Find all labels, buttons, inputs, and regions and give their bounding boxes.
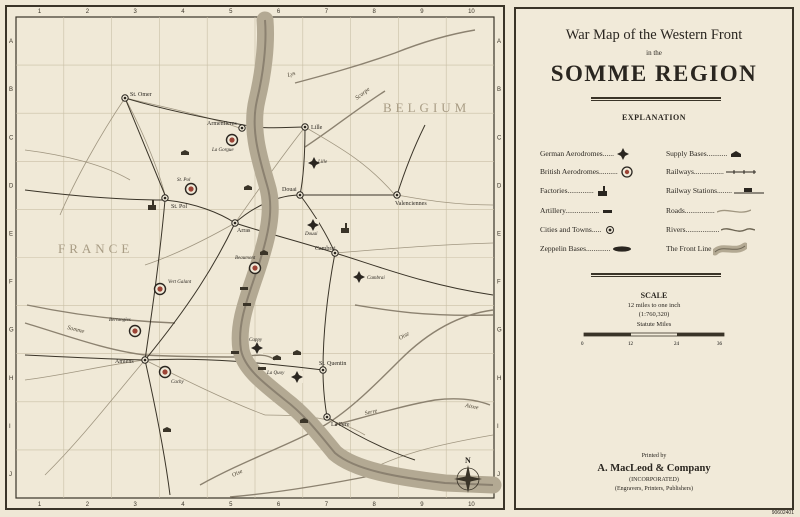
aerodrome-label-cambrai-ger: Cambrai: [367, 276, 385, 281]
grid-row-label: B: [9, 87, 14, 94]
scale-tick: 0: [581, 342, 584, 347]
scale-rule: [591, 273, 721, 277]
legend-item-factories: Factories..............: [540, 184, 610, 198]
legend-item-german-aerodromes: German Aerodromes......: [540, 147, 630, 161]
grid-column-label: 3: [133, 502, 137, 508]
city-label-cambrai: Cambrai: [315, 246, 336, 252]
legend-symbol-icon: [603, 225, 617, 234]
grid-column-label: 2: [85, 502, 90, 508]
grid-column-label: 5: [229, 502, 233, 508]
grid-row-label: F: [9, 279, 13, 286]
legend-item-railway-stations: Railway Stations........: [666, 184, 764, 198]
grid-row-label: I: [497, 423, 499, 430]
printed-by: Printed by: [641, 453, 667, 459]
grid-column-label: 8: [372, 502, 376, 508]
artillery-icon: [258, 367, 266, 370]
map-panel: [5, 5, 505, 510]
scale-line2: (1:760,320): [638, 311, 670, 318]
legend-symbol-icon: [717, 206, 751, 215]
grid-column-label: 5: [229, 9, 233, 15]
map-title: War Map of the Western Front: [565, 27, 743, 43]
city-label-valenciennes: Valenciennes: [395, 201, 427, 207]
artillery-icon: [243, 303, 251, 306]
river-label-lys: Lys: [286, 70, 297, 79]
legend-item-railways: Railways................: [666, 165, 756, 179]
grid-row-label: J: [497, 471, 500, 478]
grid-row-label: B: [497, 87, 502, 94]
grid-row-label: H: [497, 375, 502, 382]
city-label-amiens: Amiens: [115, 359, 134, 365]
aerodrome-label-cachy: Cachy: [171, 380, 184, 385]
legend-symbol-icon: [596, 186, 610, 195]
grid-column-label: 1: [37, 502, 42, 508]
legend-item-rivers: Rivers..................: [666, 223, 755, 237]
grid-row-label: A: [9, 39, 14, 46]
grid-column-label: 9: [420, 502, 424, 508]
river-label-scarpe: Scarpe: [354, 86, 372, 102]
grid-column-label: 6: [276, 502, 281, 508]
grid-row-label: D: [497, 183, 502, 190]
scale-tick: 12: [628, 342, 633, 347]
grid-row-label: J: [9, 471, 12, 478]
grid-column-label: 9: [420, 9, 424, 15]
grid-column-label: 4: [181, 502, 185, 508]
legend-label: Zeppelin Bases: [540, 244, 587, 253]
legend-symbol-icon: [721, 225, 755, 234]
legend-label: Railway Stations: [666, 186, 718, 195]
scale-tick: 24: [674, 342, 679, 347]
legend-label: The Front Line: [666, 244, 712, 253]
aerodrome-label-st-pol-br: St. Pol: [177, 178, 191, 183]
artillery-icon: [231, 351, 239, 354]
grid-row-label: C: [497, 135, 502, 142]
legend-label: Factories: [540, 186, 568, 195]
legend-item-the-front-line: [666, 242, 747, 256]
city-label-st-quentin: St. Quentin: [319, 361, 347, 367]
grid-column-label: 7: [324, 502, 329, 508]
river-label-serre: Serre: [364, 408, 378, 417]
river-label-oise: Oise: [398, 331, 411, 342]
country-france: FRANCE: [58, 241, 134, 256]
legend-item-zeppelin-bases: Zeppelin Bases.............: [540, 242, 632, 256]
legend-item-british-aerodromes: British Aerodromes..........: [540, 165, 634, 179]
aerodrome-label-douai-ger: Douai: [305, 232, 318, 237]
grid-column-label: 2: [85, 9, 90, 15]
grid-column-label: 4: [181, 9, 185, 15]
legend-label: Artillery: [540, 206, 566, 215]
scale-heading: SCALE: [640, 291, 668, 300]
legend-symbol-icon: [729, 149, 743, 158]
legend-symbol-icon: [601, 206, 615, 215]
legend-label: Rivers: [666, 225, 686, 234]
city-label-armentieres: Armentieres: [207, 121, 237, 127]
grid-column-label: 7: [324, 9, 329, 15]
legend-item-cities-and-towns: Cities and Towns.....: [540, 223, 617, 237]
country-belgium: BELGIUM: [383, 100, 471, 115]
legend-panel: [514, 7, 794, 510]
printer-incorporated: (INCORPORATED): [629, 477, 679, 483]
legend-label: German Aerodromes: [540, 149, 603, 158]
grid-row-label: E: [9, 231, 14, 238]
city-label-arras: Arras: [237, 228, 251, 234]
grid-column-label: 1: [37, 9, 42, 15]
river-label-somme: Somme: [66, 325, 85, 336]
legend-label: Cities and Towns: [540, 225, 592, 234]
grid-row-label: G: [9, 327, 14, 334]
aerodrome-label-bertangles: Bertangles: [109, 318, 131, 323]
aerodrome-label-la-quoy: La Quoy: [267, 371, 285, 376]
grid-column-label: 10: [468, 9, 475, 15]
city-label-la-fere: La Fere: [331, 422, 350, 428]
scale-bar: [580, 329, 730, 347]
compass-north-label: N: [465, 456, 471, 465]
legend-label: Roads: [666, 206, 685, 215]
title-rule: [591, 97, 721, 101]
grid-row-label: A: [497, 39, 502, 46]
city-label-st-pol: St. Pol: [171, 204, 188, 210]
city-label-st-omer: St. Omer: [130, 92, 152, 98]
grid-row-label: E: [497, 231, 502, 238]
map-title-region: SOMME REGION: [550, 61, 758, 86]
aerodrome-label-la-gorgue: La Gorgue: [212, 148, 234, 153]
printer-name: A. MacLeod & Company: [597, 463, 711, 474]
legend-label: Railways: [666, 167, 694, 176]
legend-item-roads: Roads................: [666, 204, 751, 218]
scale-line1: 12 miles to one inch: [627, 302, 681, 309]
legend-explanation-heading: EXPLANATION: [621, 113, 687, 122]
legend-symbol-icon: [612, 244, 632, 253]
grid-row-label: D: [9, 183, 14, 190]
city-label-lille: Lille: [311, 125, 323, 131]
aerodrome-label-beaumont: Beaumont: [235, 256, 256, 261]
city-label-douai: Douai: [282, 187, 297, 193]
legend-symbol-icon: [713, 244, 747, 253]
grid-column-label: 10: [468, 502, 475, 508]
grid-row-label: F: [497, 279, 501, 286]
grid-row-label: H: [9, 375, 14, 382]
grid-row-label: G: [497, 327, 502, 334]
artillery-icon: [240, 287, 248, 290]
catalog-number: 90602401: [771, 510, 794, 516]
grid-row-label: C: [9, 135, 14, 142]
legend-label: Supply Bases: [666, 149, 707, 158]
legend-symbol-icon: [620, 167, 634, 176]
legend-item-artillery: Artillery..................: [540, 204, 615, 218]
river-label-aisne: Aisne: [464, 403, 479, 412]
aerodrome-label-cappy: Cappy: [249, 338, 263, 343]
legend-symbol-icon: [726, 167, 756, 176]
grid-column-label: 3: [133, 9, 137, 15]
legend-label: British Aerodromes: [540, 167, 599, 176]
legend-symbol-icon: [734, 186, 764, 195]
scale-label: Statute Miles: [636, 321, 672, 328]
aerodrome-label-vert-galant: Vert Galant: [168, 280, 192, 285]
legend-item-supply-bases: Supply Bases...........: [666, 147, 743, 161]
grid-row-label: I: [9, 423, 11, 430]
legend-symbol-icon: [616, 149, 630, 158]
printer-description: (Engravers, Printers, Publishers): [615, 486, 693, 492]
map-title-in-the: in the: [646, 49, 662, 57]
grid-column-label: 8: [372, 9, 376, 15]
aerodrome-label-lille-ger: Lille: [318, 160, 328, 165]
grid-column-label: 6: [276, 9, 281, 15]
somme-map: [5, 5, 505, 510]
river-label-oise-lower: Oise: [231, 468, 244, 479]
scale-tick: 36: [717, 342, 722, 347]
